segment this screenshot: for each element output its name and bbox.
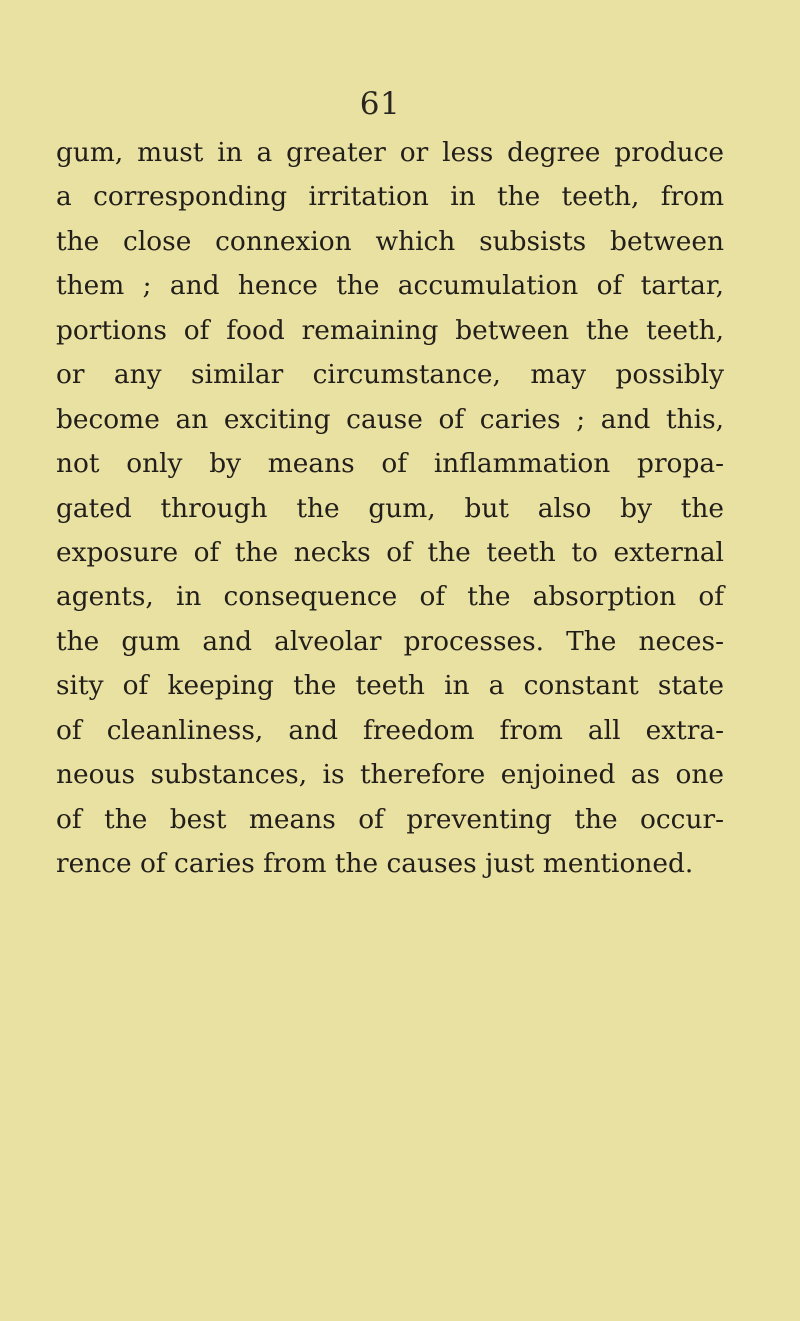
text-line: sity of keeping the teeth in a constant state	[56, 670, 724, 702]
text-line: gum, must in a greater or less degree produce	[56, 137, 724, 168]
text-line: them ; and hence the accumulation of tartar,	[56, 270, 724, 302]
text-line: exposure of the necks of the teeth to external	[56, 536, 724, 568]
text-line: become an exciting cause of caries ; and this,	[56, 403, 724, 435]
text-line: the gum and alveolar processes. The neces-	[56, 625, 724, 657]
text-line: of the best means of preventing the occur-	[56, 803, 724, 835]
text-line: neous substances, is therefore enjoined as one	[56, 759, 724, 791]
text-line: portions of food remaining between the teeth,	[56, 314, 724, 346]
text-line: agents, in consequence of the absorption of	[56, 581, 724, 613]
page-number: 61	[359, 86, 401, 122]
text-line: rence of caries from the causes just mentioned.	[56, 848, 694, 879]
text-line: the close connexion which subsists between	[56, 225, 724, 257]
text-line: gated through the gum, but also by the	[56, 492, 724, 524]
body-text	[56, 131, 724, 886]
text-line: not only by means of inflammation propa-	[56, 448, 724, 480]
text-line: a corresponding irritation in the teeth, from	[56, 181, 724, 213]
text-line: of cleanliness, and freedom from all extra-	[56, 714, 724, 746]
text-line: or any similar circumstance, may possibly	[56, 359, 724, 391]
